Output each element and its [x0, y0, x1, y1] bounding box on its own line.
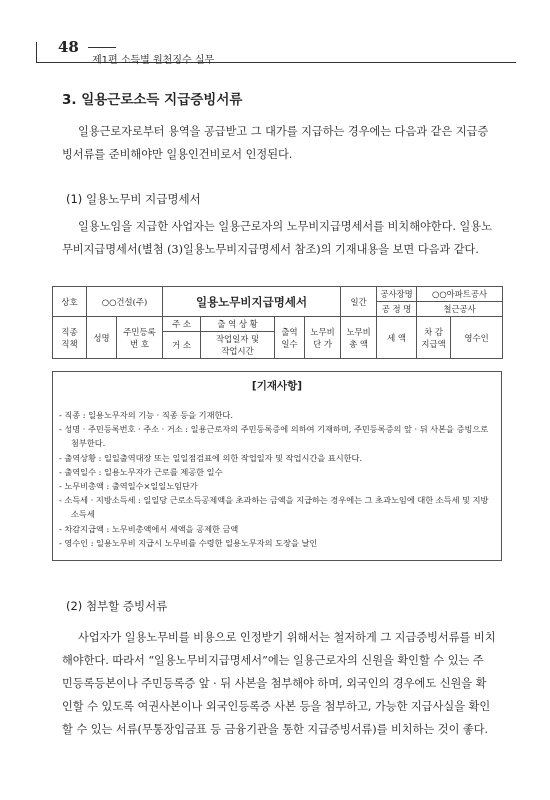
col-residence: 거 소	[163, 332, 201, 359]
para-line: 일용노임을 지급한 사업자는 일용근로자의 노무비지급명세서를 비치해야한다. 일용노	[78, 220, 492, 233]
page-number: 48	[58, 38, 79, 56]
subsection-title-2: (2) 첨부할 증빙서류	[66, 599, 168, 613]
notes-item: - 출역일수 : 일용노무자가 근로를 제공한 일수	[59, 466, 223, 477]
notes-box	[52, 371, 502, 561]
subsection-1-paragraph	[62, 215, 502, 261]
intro-line: 빙서류를 준비해야만 일용인건비로서 인정된다.	[62, 148, 293, 161]
para-line: 무비지급명세서(별첨 (3)일용노무비지급명세서 참조)의 기재내용을 보면 다음과 같다.	[62, 243, 479, 256]
para-line: 사업자가 일용노무비를 비용으로 인정받기 위해서는 철저하게 그 지급증빙서류를 비치	[78, 631, 496, 644]
label-project-name: 공사장명	[377, 287, 417, 302]
notes-list	[59, 408, 491, 550]
section-title: 3. 일용근로소득 지급증빙서류	[62, 92, 243, 108]
notes-item: - 영수인 : 일용노무비 지급시 노무비를 수령한 일용노무자의 도장을 날인	[59, 537, 318, 548]
label-period: 일간	[341, 287, 377, 317]
notes-item: - 출역상황 : 일일출역대장 또는 일일점검표에 의한 작업일자 및 작업시간을 표시한다.	[59, 452, 363, 463]
col-status: 출 역 상 황	[201, 317, 275, 332]
notes-item: - 소득세 · 지방소득세 : 일일당 근로소득공제액을 초과하는 금액을 지급하는 경우에는 그 초과노임에 대한 소득세 및 지방소득세	[59, 495, 489, 520]
col-days: 출역 일수	[275, 317, 305, 359]
company-name: ○○건설(주)	[87, 287, 163, 317]
intro-paragraph	[62, 120, 502, 166]
col-net: 차 감 지급액	[417, 317, 451, 359]
col-address: 주 소	[163, 317, 201, 332]
notes-item: - 노무비총액 : 출역일수×일일노임단가	[59, 481, 198, 492]
notes-item: - 차감지급액 : 노무비총액에서 세액을 공제한 금액	[59, 523, 239, 534]
notes-item: - 직종 : 일용노무자의 기능 · 직종 등을 기재한다.	[59, 410, 233, 420]
para-line: 민등록등본이나 주민등록증 앞 · 뒤 사본을 첨부해야 하며, 외국인의 경우에도 신원을 확	[62, 677, 487, 690]
col-rank: 직종 직책	[53, 317, 87, 359]
notes-item: - 성명 · 주민등록번호 · 주소 · 거소 : 일용근로자의 주민등록증에 의하여 기재하며, 주민등록증의 앞 · 뒤 사본을 증빙으로 첨부한다.	[59, 424, 489, 449]
header-rule-left	[36, 42, 37, 62]
subsection-2-paragraph	[62, 626, 502, 741]
form-title: 일용노무비지급명세서	[163, 287, 341, 317]
label-process: 공 정 명	[377, 302, 417, 317]
para-line: 해야한다. 따라서 “일용노무비지급명세서”에는 일용근로자의 신원을 확인할 수 있는 주	[62, 654, 484, 667]
para-line: 할 수 있는 서류(무통장입금표 등 금융기관을 통한 지급증빙서류)를 비치하는 것이 좋다.	[62, 723, 489, 736]
process-name: 철근공사	[417, 302, 503, 317]
subsection-title-1: (1) 일용노무비 지급명세서	[66, 192, 201, 206]
intro-line: 일용근로자로부터 용역을 공급받고 그 대가를 지급하는 경우에는 다음과 같은 지급증	[78, 125, 489, 138]
chapter-title: 제1편 소득별 원천징수 실무	[92, 55, 215, 66]
labor-cost-form-table	[52, 286, 503, 359]
col-receipt: 영수인	[451, 317, 503, 359]
col-tax: 세 액	[377, 317, 417, 359]
col-unit-price: 노무비 단 가	[305, 317, 341, 359]
page-header	[36, 38, 516, 64]
label-sangho: 상호	[53, 287, 87, 317]
header-rule-top	[88, 47, 116, 48]
project-name: ○○아파트공사	[417, 287, 503, 302]
col-id: 주민등록 번 호	[117, 317, 163, 359]
notes-title: [기재사항]	[251, 380, 303, 392]
col-workday: 작업일자 및 작업시간	[201, 332, 275, 359]
col-name: 성명	[87, 317, 117, 359]
col-total: 노무비 총 액	[341, 317, 377, 359]
para-line: 인할 수 있도록 여권사본이나 외국인등록증 사본 등을 첨부하고, 가능한 지급사실을 확인	[62, 700, 491, 713]
